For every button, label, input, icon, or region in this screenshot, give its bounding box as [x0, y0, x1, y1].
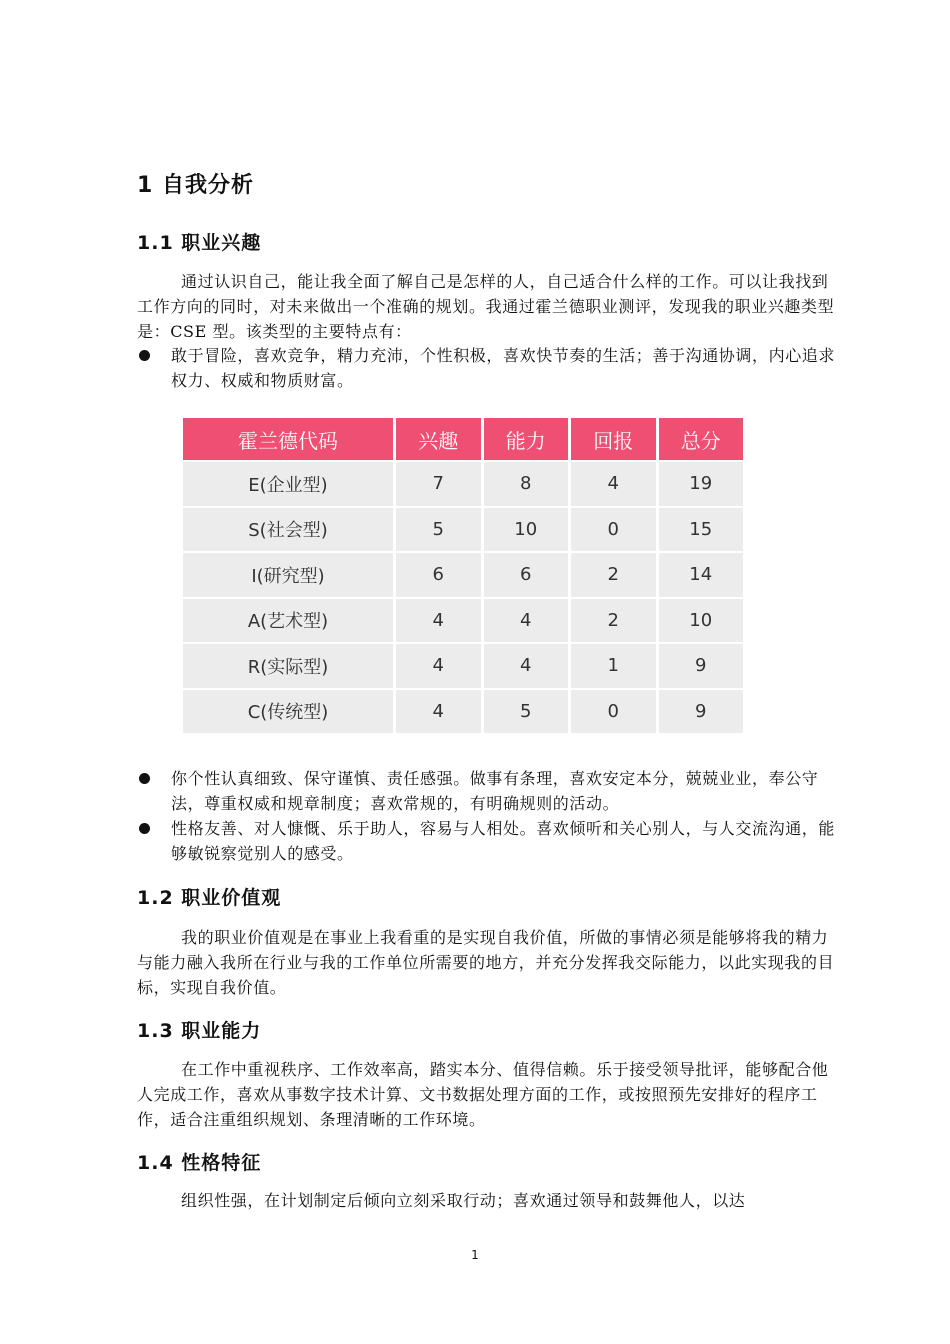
- cell-total: 9: [659, 644, 744, 688]
- section-heading-ability: 1.3 职业能力: [137, 1020, 262, 1042]
- section-heading-values: 1.2 职业价值观: [137, 887, 282, 909]
- cell-total: 19: [659, 462, 744, 506]
- cell-reward: 4: [571, 462, 656, 506]
- cell-interest: 4: [396, 690, 481, 734]
- table-row: [183, 644, 743, 688]
- cell-total: 10: [659, 599, 744, 643]
- holland-code-table: [180, 416, 746, 738]
- cell-ability: 8: [484, 462, 569, 506]
- cell-ability: 10: [484, 508, 569, 552]
- values-paragraph: 我的职业价值观是在事业上我看重的是实现自我价值，所做的事情必须是能够将我的精力与能力融入我所在行业与我的工作单位所需要的地方，并充分发挥我交际能力，以此实现我的目标，实现自我价值。: [137, 928, 835, 997]
- header-total: 总分: [659, 418, 744, 460]
- personality-paragraph: 组织性强，在计划制定后倾向立刻采取行动；喜欢通过领导和鼓舞他人，以达: [181, 1191, 746, 1210]
- cell-ability: 4: [484, 644, 569, 688]
- ability-paragraph: 在工作中重视秩序、工作效率高，踏实本分、值得信赖。乐于接受领导批评，能够配合他人完成工作，喜欢从事数字技术计算、文书数据处理方面的工作，或按照预先安排好的程序工作，适合注重组织规划、条理清晰的工作环境。: [137, 1060, 829, 1129]
- bullet-item: [137, 816, 837, 866]
- cell-reward: 0: [571, 690, 656, 734]
- cell-reward: 0: [571, 508, 656, 552]
- table-row: [183, 553, 743, 597]
- table-header-row: [183, 418, 743, 460]
- cell-code: R(实际型): [183, 644, 393, 688]
- cell-total: 14: [659, 553, 744, 597]
- bullet-text: 敢于冒险，喜欢竞争，精力充沛，个性积极，喜欢快节奏的生活；善于沟通协调，内心追求权力、权威和物质财富。: [171, 346, 836, 390]
- cell-total: 9: [659, 690, 744, 734]
- table-row: [183, 599, 743, 643]
- header-interest: 兴趣: [396, 418, 481, 460]
- bullet-icon: [139, 350, 150, 361]
- section-heading-personality: 1.4 性格特征: [137, 1152, 262, 1174]
- chapter-heading: 1 自我分析: [137, 173, 254, 198]
- page-number: 1: [471, 1248, 479, 1262]
- bullet-item: [137, 343, 837, 393]
- bullet-item: [137, 766, 837, 816]
- table-row: [183, 508, 743, 552]
- header-ability: 能力: [484, 418, 569, 460]
- interest-intro-paragraph: 通过认识自己，能让我全面了解自己是怎样的人，自己适合什么样的工作。可以让我找到工作方向的同时，对未来做出一个准确的规划。我通过霍兰德职业测评，发现我的职业兴趣类型是：CSE 型。该类型的主要特点有：: [137, 272, 835, 341]
- bullet-icon: [139, 773, 150, 784]
- cell-total: 15: [659, 508, 744, 552]
- cell-interest: 5: [396, 508, 481, 552]
- cell-interest: 6: [396, 553, 481, 597]
- cell-code: E(企业型): [183, 462, 393, 506]
- cell-ability: 6: [484, 553, 569, 597]
- cell-interest: 7: [396, 462, 481, 506]
- score-table: [180, 416, 746, 735]
- cell-interest: 4: [396, 644, 481, 688]
- cell-interest: 4: [396, 599, 481, 643]
- cell-reward: 1: [571, 644, 656, 688]
- header-code: 霍兰德代码: [183, 418, 393, 460]
- bullet-icon: [139, 823, 150, 834]
- section-heading-interest: 1.1 职业兴趣: [137, 232, 262, 254]
- cell-code: A(艺术型): [183, 599, 393, 643]
- table-row: [183, 462, 743, 506]
- cell-reward: 2: [571, 553, 656, 597]
- cell-ability: 5: [484, 690, 569, 734]
- bullet-text: 性格友善、对人慷慨、乐于助人，容易与人相处。喜欢倾听和关心别人，与人交流沟通，能够敏锐察觉别人的感受。: [171, 819, 836, 863]
- cell-ability: 4: [484, 599, 569, 643]
- bullet-text: 你个性认真细致、保守谨慎、责任感强。做事有条理，喜欢安定本分，兢兢业业，奉公守法，尊重权威和规章制度；喜欢常规的，有明确规则的活动。: [171, 769, 819, 813]
- cell-reward: 2: [571, 599, 656, 643]
- cell-code: S(社会型): [183, 508, 393, 552]
- cell-code: I(研究型): [183, 553, 393, 597]
- header-reward: 回报: [571, 418, 656, 460]
- cell-code: C(传统型): [183, 690, 393, 734]
- table-row: [183, 690, 743, 734]
